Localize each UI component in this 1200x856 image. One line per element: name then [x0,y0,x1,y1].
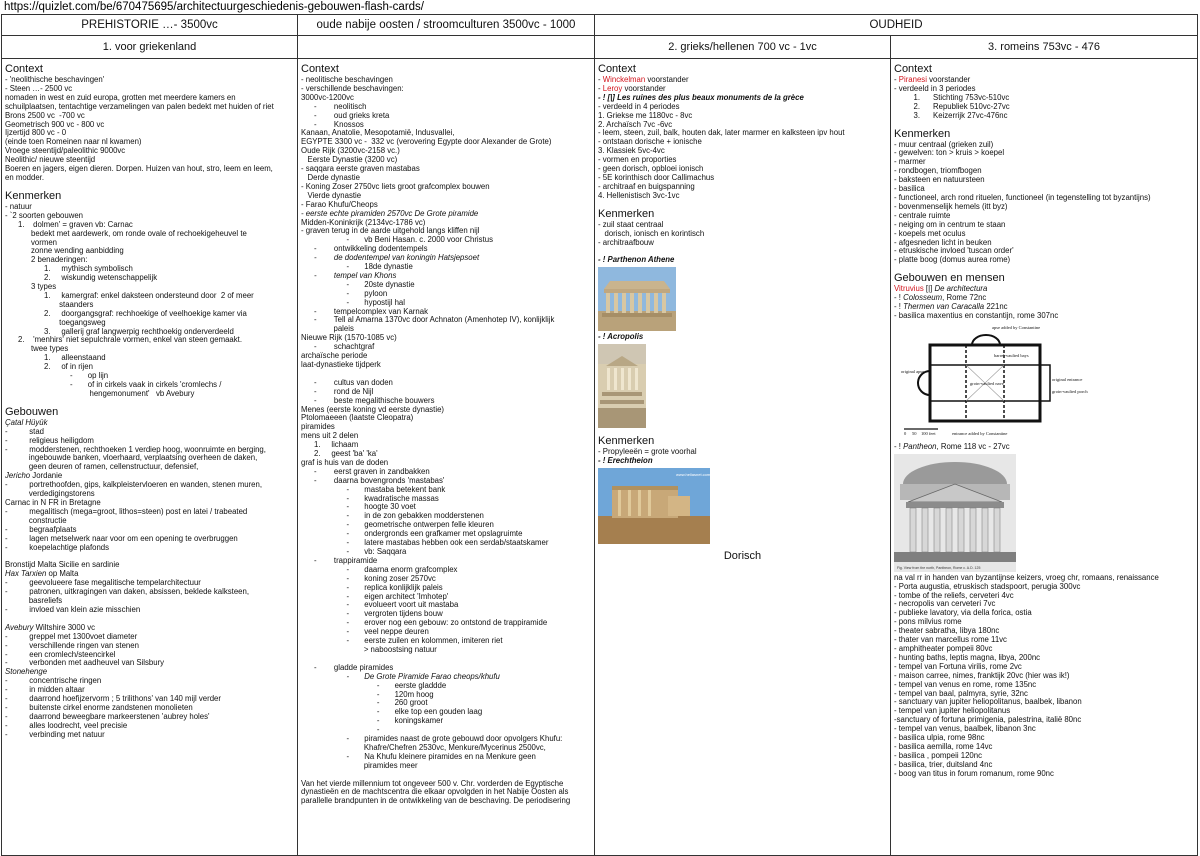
list-line: 2. geest 'ba' 'ka' [301,449,378,459]
list-line: - verschillende ringen van stenen [5,640,139,650]
list-line: - bovenmenselijk hemels (itt byz) [894,201,1008,211]
list-line: en modder. [5,172,45,182]
list-line: 3. gallerij graf langwerpig rechthoekig onderverdeeld [5,326,234,336]
list-line: 1. mythisch symbolisch [5,264,133,274]
dorisch-caption: Dorisch [723,550,762,563]
section-title: Gebouwen [5,405,59,418]
list-line: - koepelachtige plafonds [5,542,110,552]
list-line: - sanctuary van jupiter heliopolitanus, baalbek, libanon [894,697,1082,707]
list-line: - beste megalithische bouwers [301,395,435,405]
list-line: > naboostsing natuur [301,644,437,654]
photo-caption: Fig. View from the north, Pantheon, Rome c. A.D. 125 [897,565,981,570]
list-line: - neiging om in centrum te staan [894,219,1006,229]
site-location: Wiltshire 3000 vc [33,622,95,632]
header-oudheid: OUDHEID [595,15,1198,36]
person-name: Vitruvius [894,284,924,294]
list-line: - architraaf en buigspanning [598,181,695,191]
list-line: - theater sabratha, libya 180nc [894,626,1000,636]
list-line: - tempel van Fortuna virilis, rome 2vc [894,661,1022,671]
section-title: Gebouwen en mensen [894,272,1005,285]
erechtheion-label: - ! Erechtheion [598,456,653,466]
list-line: - tempel van baal, palmyra, syrie, 32nc [894,688,1028,698]
list-line: Geometrisch 900 vc - 800 vc [5,119,105,129]
list-line: - [301,725,380,735]
erechtheion-photo [598,468,710,544]
stonehenge-list [5,677,294,739]
list-line: 1. Griekse me 1180vc - 8vc [598,110,693,120]
list-line: - religieus heiligdom [5,435,94,445]
list-line: - `2 soorten gebouwen [5,210,84,220]
list-line: Ijzertijd 800 vc - 0 [5,128,67,138]
site-location: op Malta [46,569,79,579]
list-line: - Koning Zoser 2750vc liets groot grafcomplex bouwen [301,181,490,191]
piranesi-line: - Piranesi voorstander [894,75,971,84]
colosseum-line: - ! Colosseum, Rome 72nc [894,293,987,303]
list-line: - 5E korinthisch door Callimachus [598,172,715,182]
list-line: 4. Hellenistisch 3vc-1vc [598,190,680,200]
list-line: - verbinding met natuur [5,729,105,739]
plan-label: entrance added by Constantine [952,430,1008,436]
list-line: 2. of in rijen [5,362,93,372]
list-line: - publieke lavatory, via della forica, ostia [894,608,1032,618]
list-line: - trappiramide [301,555,378,565]
list-line: - eigen architect 'Imhotep' [301,591,449,601]
context-list [301,76,591,806]
list-line: - De Grote Piramide Farao cheops/khufu [301,671,500,681]
list-line: 2. doorgangsgraf: rechhoekige of veelhoekige kamer via [5,308,247,318]
list-line: Brons 2500 vc -700 vc [5,110,85,120]
kenmerken-list [5,203,294,399]
list-line: 3 types [5,282,57,292]
list-line: - mastaba betekent bank [301,484,446,494]
context-list [5,76,294,183]
leroy-line: - Leroy voorstander [598,83,666,93]
list-line: - koning zoser 2570vc [301,573,436,583]
list-line: - Tell al Amarna 1370vc door Achnaton (Amenhotep IV), konlijklijk [301,315,555,325]
building-info: , Rome 118 vc - 27vc [936,441,1010,451]
list-line: - afgesneden licht in beuken [894,237,992,247]
list-line: - koepels met oculus [894,228,966,238]
subheader-voor-griekenland: 1. voor griekenland [2,36,298,59]
bronstijd-title: Bronstijd Malta Sicilie en sardinie [5,560,120,570]
list-line: - 260 groot [301,698,428,708]
list-line: 1. lichaam [301,440,359,450]
parthenon-label: - ! Parthenon Athene [598,255,675,265]
list-line: toegangsweg [5,317,106,327]
winckelman-line: - Winckelman voorstander [598,75,689,84]
list-line: - hunting baths, leptis magna, libya, 200nc [894,652,1041,662]
kenmerken-list [598,221,887,248]
list-line: - kwadratische massas [301,493,439,503]
person-role: voorstander [926,75,971,84]
propyleeen-note: - Propyleeën = grote voorhal [598,447,697,457]
list-line: - vb Beni Hasan. c. 2000 voor Christus [301,235,493,245]
list-line: 2. Archaïsch 7vc -6vc [598,119,673,129]
site-name: Jericho [5,471,31,481]
carnac-list [5,508,294,553]
list-line: - elke top een gouden laag [301,707,483,717]
list-line: Eerste Dynastie (3200 vc) [301,155,398,165]
list-line: - buitenste cirkel enorme zandstenen monolieten [5,703,193,712]
list-line: - een cromlech/steencirkel [5,649,116,659]
list-line: Ptolomaeeen (laatste Cleopatra) [301,413,414,423]
parthenon-photo [598,267,676,331]
site-stonehenge: Stonehenge [5,667,48,677]
section-title: Kenmerken [598,207,655,220]
list-line: - tombe of the reliefs, cerveteri 4vc [894,590,1014,600]
list-line: - basilica aemilla, rome 14vc [894,741,993,751]
list-line: - eerste gladdde [301,680,447,690]
header-prehistorie: PREHISTORIE …- 3500vc [2,15,298,36]
list-line: - platte boog (domus aurea rome) [894,255,1011,265]
list-line: - ontwikkeling dodentempels [301,244,428,254]
list-line: constructie [5,515,67,525]
list-line: - de dodentempel van koningin Hatsjepsoet [301,253,480,263]
list-line: graf is huis van de doden [301,457,389,467]
building-info: 221nc [984,302,1008,312]
list-line: - koningskamer [301,716,444,726]
list-line: Derde dynastie [301,172,360,182]
list-line: - 120m hoog [301,689,434,699]
acropolis-photo [598,344,646,428]
list-line: - megalitisch (mega=groot, lithos=steen) post en latei / trabeated [5,506,248,516]
plan-label: groin-vaulted nave [970,380,1004,386]
list-line: - vb: Saqqara [301,547,407,557]
list-line: - gewelven: ton > kruis > koepel [894,148,1005,158]
list-line: - eerste zuilen en kolommen, imiteren riet [301,636,503,646]
list-line: - modderstenen, rechthoeken 1 verdiep hoog, woonruimte en berging, [5,444,266,454]
list-line: - leem, steen, zuil, balk, houten dak, later marmer en kalksteen ipv hout [598,128,845,138]
list-line: - in midden altaar [5,685,85,695]
list-line: Nieuwe Rijk (1570-1085 vc) [301,333,397,343]
list-line: geen deuren of ramen, cellenstructuur, defensief, [5,462,199,472]
list-line: - rond de Nijl [301,386,374,396]
list-line: EGYPTE 3300 vc - 332 vc (verovering Egypte door Alexander de Grote) [301,137,552,147]
list-line: - amphitheater pompeii 80vc [894,644,993,653]
leroy-book: - ! [|] Les ruines des plus beaux monuments de la grèce [598,92,804,102]
plan-label: barrel-vaulted bays [994,352,1029,358]
list-line: - daarrond beweegbare markeerstenen 'aubrey holes' [5,711,210,721]
list-line: piramides [301,422,335,432]
subheader-romeins: 3. romeins 753vc - 476 [891,36,1198,59]
list-line: - boog van titus in forum romanum, rome 90nc [894,768,1054,778]
person-name: Winckelman [602,75,646,84]
list-line: - basilica, trier, duitsland 4nc [894,759,993,769]
list-line: - oud grieks kreta [301,110,390,120]
list-line: 1. alleenstaand [5,353,106,363]
list-line: - daarna enorm grafcomplex [301,564,458,574]
book-title: De architectura [934,284,988,294]
column-nabije-oosten [298,59,595,856]
list-line: - gladde piramides [301,662,394,672]
list-line: - Na Khufu kleinere piramides en na Menkure geen [301,751,536,761]
list-line: - centrale ruimte [894,210,951,220]
list-line: staanders [5,299,94,309]
person-name: Leroy [602,83,623,93]
list-line: 1. Stichting 753vc-510vc [894,92,1010,102]
list-line: Oude Rijk (3200vc-2158 vc.) [301,146,400,156]
list-line: - 'neolithische beschavingen' [5,75,105,84]
list-line: - cultus van doden [301,377,393,387]
list-line: - evolueert voort uit mastaba [301,600,459,610]
list-line: - 18de dynastie [301,262,413,272]
list-line: nomaden in west en zuid europa, grotten met meerdere kamers en [5,92,236,102]
person-role: voorstander [622,83,666,93]
list-line: 3. Klassiek 5vc-4vc [598,146,665,156]
list-line: - in de zon gebakken modderstenen [301,511,484,521]
list-line: 2. Republiek 510vc-27vc [894,101,1010,111]
list-line: - invloed van klein azie misschien [5,604,141,614]
list-line: na val rr in handen van byzantijnse keizers, vroeg chr, romaans, renaissance [894,572,1159,582]
list-line: - muur centraal (grieken zuil) [894,139,994,149]
list-line: - geometrische ontwerpen felle kleuren [301,520,494,530]
list-line: 3000vc-1200vc [301,92,354,102]
list-line: - geen dorisch, opbloei ionisch [598,164,704,174]
list-line: basreliefs [5,596,63,606]
subheader-empty [298,36,595,59]
list-line: - begraafplaats [5,524,77,534]
list-line: - eerst graven in zandbakken [301,466,430,476]
site-carnac: Carnac in N FR in Bretagne [5,497,101,507]
list-line: Van het vierde millennium tot ongeveer 500 v. Chr. vorderden de Egyptische [301,778,564,788]
column-grieks [595,59,891,856]
period-list [598,103,887,201]
list-line: 1. dolmen' = graven vb: Carnac [5,219,133,229]
person-name: Piranesi [898,75,927,84]
list-line: - verschillende beschavingen: [301,83,404,93]
plan-label: original entrance [1052,376,1083,382]
list-line: - Knossos [301,119,364,129]
ref: [|] [923,284,935,294]
list-line: - piramides naast de grote gebouwd door opvolgers Khufu: [301,734,563,744]
site-name: Avebury [5,622,34,632]
list-line: - hypostijl hal [301,297,405,307]
section-title: Kenmerken [5,189,62,202]
column-romeins [891,59,1198,856]
list-line: - baksteen en natuursteen [894,175,985,185]
list-line: piramides meer [301,760,418,770]
list-line: - daarna bovengronds 'mastabas' [301,475,445,485]
list-line: - Porta augustia, etruskisch stadspoort, perugia 300vc [894,581,1081,591]
building-name: Thermen van Caracalla [903,302,985,312]
list-line: - architraafbouw [598,237,654,247]
list-line: - necropolis van cerveteri 7vc [894,599,996,609]
list-line: - tempelcomplex van Karnak [301,306,428,316]
list-line: (einde toen Romeinen naar nl kwamen) [5,137,142,147]
list-line: - neolitische beschavingen [301,75,393,84]
list-line: - tempel van jupiter heliopolitanus [894,706,1011,716]
jericho-list [5,481,294,499]
list-line: - verbonden met aadheuvel van Silsbury [5,658,165,668]
pantheon-line: - ! Pantheon, Rome 118 vc - 27vc [894,441,1010,451]
section-title: Context [5,63,43,75]
kenmerken-list [894,141,1194,266]
page-url: https://quizlet.com/be/670475695/architectuurgeschiedenis-gebouwen-flash-cards/ [4,1,425,13]
list-line: - thater van marcellus rome 11vc [894,635,1007,645]
list-line: - graven terug in de aarde uitgehold langs kliffen nijl [301,226,480,236]
list-line: Kanaan, Anatolie, Mesopotamië, Indusvallei, [301,128,455,138]
list-line: - verdeeld in 4 periodes [598,101,680,111]
list-line: laat-dynastieke tijdperk [301,360,381,369]
list-line: - concentrische ringen [5,676,102,686]
list-line: - erover nog een gebouw: zo ontstond de trappiramide [301,618,548,628]
period-list [894,85,1194,121]
list-line: - patronen, uitkragingen van daken, absissen, beklede kalksteen, [5,587,250,597]
list-line: - etruskische invloed 'tuscan order' [894,246,1014,256]
scale-label: 100 feet [921,430,936,436]
list-line: - pyloon [301,288,388,298]
list-line: Midden-Koninkrijk (2134vc-1786 vc) [301,217,426,227]
list-line: - op lijn [5,371,109,381]
plan-label: apse added by Constantine [992,324,1041,330]
list-line: Vroege steentijd/paleolithic 9000vc [5,146,126,156]
list-line: - pons milvius rome [894,617,962,627]
list-line: - zuil staat centraal [598,219,664,229]
thermen-line: - ! Thermen van Caracalla 221nc [894,302,1008,312]
photo-watermark: www.hellasnet.com [676,472,711,478]
acropolis-label: - ! Acropolis [598,332,644,342]
list-line: Menes (eerste koning vd eerste dynastie) [301,404,445,414]
list-line: - geevolueere fase megalitische tempelarchitectuur [5,578,201,588]
list-line: - lagen metselwerk naar voor om een opening te overbruggen [5,533,238,543]
site-name: Hax Tarxien [5,569,47,579]
plan-label: original apse [901,368,925,374]
list-line: archaïsche periode [301,351,368,361]
avebury-list [5,633,294,669]
list-line: Vierde dynastie [301,190,362,200]
list-line: - replica konlijklijk paleis [301,582,443,592]
section-title: Kenmerken [894,127,951,140]
list-line: verdedigingstorens [5,489,95,499]
section-title: Context [894,63,932,75]
basilica-plan-drawing [900,323,1088,441]
building-name: Colosseum [903,293,943,303]
list-line: - basilica , pompeii 120nc [894,750,982,760]
list-line: - vergroten tijdens bouw [301,609,443,619]
list-line: - latere mastabas hebben ook een serdab/staatskamer [301,538,549,548]
list-line: - 20ste dynastie [301,279,415,289]
list-line: hengemonument' vb Avebury [5,388,195,398]
list-line: Boeren en jagers, eigen dieren. Dorpen. Huizen van hout, stro, leem en leem, [5,164,273,174]
section-title: Kenmerken [598,435,655,448]
list-line: - maison carree, nimes, franktijk 20vc (hier was ik!) [894,670,1070,680]
list-line: - stad [5,426,44,436]
list-line: - vormen en proporties [598,155,677,165]
list-line: Neolithic/ nieuwe steentijd [5,155,96,165]
list-line: dorisch, ionisch en korintisch [598,228,705,238]
flashcard-table [1,14,1198,856]
list-line: - neolitisch [301,101,367,111]
person-role: voorstander [645,75,689,84]
list-line: zonne wending aanbidding [5,246,124,256]
plan-label: groin-vaulted porch [1052,388,1088,394]
list-line: Khafre/Chefren 2530vc, Menkure/Mycerinus 2500vc, [301,742,546,752]
list-line: mens uit 2 delen [301,431,359,441]
section-title: Context [301,63,339,75]
list-line: - basilica [894,184,925,194]
scale-label: 0 [904,430,907,436]
list-line: - alles loodrecht, veel precisie [5,720,128,730]
list-line: - rondbogen, triomfbogen [894,166,982,176]
pantheon-photo [894,454,1016,572]
list-line: - ontstaan dorische + ionische [598,137,702,147]
list-line: - tempel van venus, baalbek, libanon 3nc [894,724,1036,734]
list-line: twee types [5,344,69,354]
catal-list [5,428,294,473]
list-line: - tempel van Khons [301,270,397,280]
list-line: - eerste echte piramiden 2570vc De Grote piramide [301,208,479,218]
column-prehistorie [2,59,298,856]
list-line: schuilplaatsen, tentachtige verzamelingen van palen bedekt met huiden of riet [5,101,274,111]
hax-list [5,579,294,615]
list-line: - daarrond hoefijzervorm ; 5 trilithons' van 140 mijl verder [5,694,221,704]
site-catal-huyuk: Çatal Hüyük [5,417,48,427]
building-name: Pantheon [903,441,937,451]
list-line: - schachtgraf [301,342,375,352]
list-line: 3. Keizerrijk 27vc-476nc [894,110,1008,120]
list-line: - Steen …- 2500 vc [5,83,73,93]
list-line: vormen [5,237,57,247]
building-info: , Rome 72nc [942,293,987,303]
buildings-list [894,574,1194,779]
list-line: - tempel van venus en rome, rome 135nc [894,679,1037,689]
list-line: - greppel met 1300voet diameter [5,631,138,641]
list-line: parallelle brandpunten in de ontwikkeling van de beschaving. De periodisering [301,796,571,806]
list-line: - verdeeld in 3 periodes [894,83,976,93]
basilica-line: - basilica maxentius en constantijn, rome 307nc [894,310,1059,320]
list-line: dynastieën en de machtscentra die elkaar opvolgden in het Nabije Oosten als [301,787,569,797]
list-line: ingebouwde banken, vloerhaard, verplaatsing overheen de daken, [5,453,258,463]
list-line: - Farao Khufu/Cheops [301,199,378,209]
list-line: - portrethoofden, gips, kalkpleistervloeren en wanden, stenen muren, [5,480,263,490]
list-line: - hoogte 30 voet [301,502,416,512]
list-line: - veel neppe deuren [301,627,429,637]
list-line: -sanctuary of fortuna primigenia, palestrina, italië 80nc [894,715,1082,725]
list-line: 2 benaderingen: [5,255,88,265]
list-line: paleis [301,324,354,334]
scale-label: 50 [912,430,917,436]
list-line: - natuur [5,201,32,211]
section-title: Context [598,63,636,75]
subheader-grieks: 2. grieks/hellenen 700 vc - 1vc [595,36,891,59]
header-nabije-oosten: oude nabije oosten / stroomculturen 3500vc - 1000 [298,15,595,36]
list-line: - saqqara eerste graven mastabas [301,164,420,174]
list-line: bedekt met aardewerk, om ronde ovale of rechoekigeheuvel te [5,228,247,238]
list-line: - basilica ulpia, rome 98nc [894,733,985,743]
site-location: Jordanie [30,471,63,481]
list-line: - ondergronds een grafkamer met opslagruimte [301,529,523,539]
list-line: - functioneel, arch rond rituelen, functioneel (in tegenstelling tot byzantijns) [894,192,1151,202]
list-line: - marmer [894,157,926,167]
list-line: 2. wiskundig wetenschappelijk [5,273,158,283]
list-line: 1. kamergraf: enkel daksteen ondersteund door 2 of meer [5,290,254,300]
list-line: - of in cirkels vaak in cirkels 'cromlechs / [5,380,222,389]
list-line: 2. 'menhirs' niet sepulchrale vormen, enkel van steen gemaakt. [5,335,243,345]
